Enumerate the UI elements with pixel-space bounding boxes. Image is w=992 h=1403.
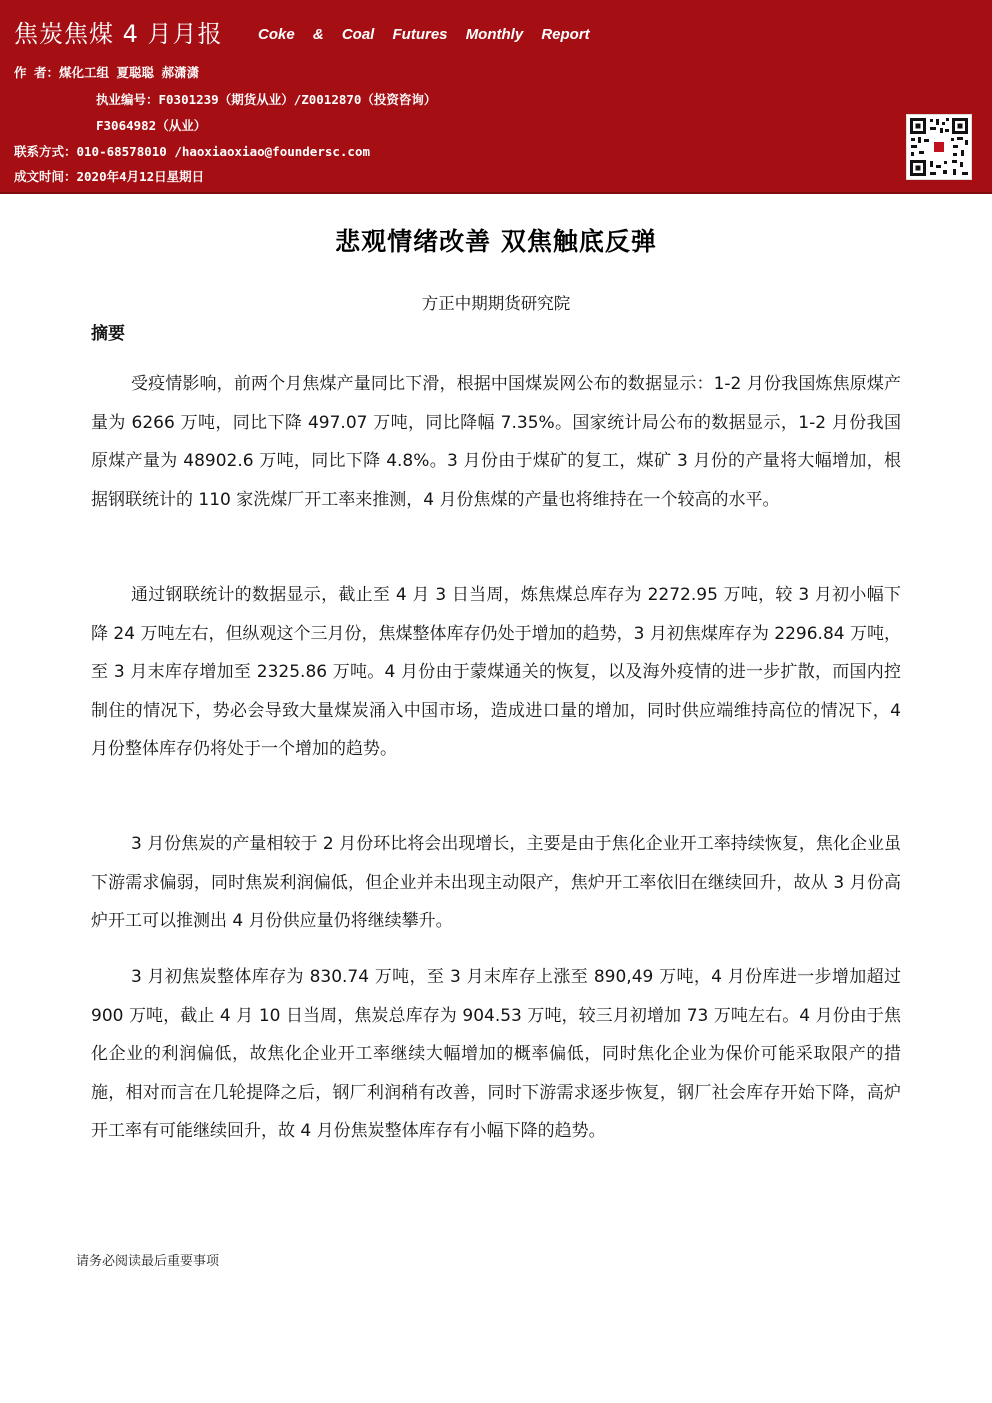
- qr-code-icon: [906, 114, 972, 180]
- organization: 方正中期期货研究院: [421, 294, 571, 313]
- paragraph-1: 受疫情影响，前两个月焦煤产量同比下滑，根据中国煤炭网公布的数据显示：1-2 月份我国炼焦原煤产量为 6266 万吨，同比下降 497.07 万吨，同比降幅 7.35%。国家统计局公布的数据显示，1-2 月份我国原煤产量为 48902.6 万吨，同比下降 4.8%。3 月份由于煤矿的复工，煤矿 3 月份的产量将大幅增加，根据钢联统计的 110 家洗煤厂开工率来推测，4 月份焦煤的产量也将维持在一个较高的水平。: [91, 374, 901, 510]
- report-title-en: Coke & Coal Futures Monthly Report: [258, 26, 590, 43]
- paragraph-2: 通过钢联统计的数据显示，截止至 4 月 3 日当周，炼焦煤总库存为 2272.95 万吨，较 3 月初小幅下降 24 万吨左右，但纵观这个三月份，焦煤整体库存仍处于增加的趋势，3 月初焦煤库存为 2296.84 万吨，至 3 月末库存增加至 2325.86 万吨。4 月份由于蒙煤通关的恢复，以及海外疫情的进一步扩散，而国内控制住的情况下，势必会导致大量煤炭涌入中国市场，造成进口量的增加，同时供应端维持高位的情况下，4 月份整体库存仍将处于一个增加的趋势。: [91, 585, 901, 759]
- paragraph-4: 3 月初焦炭整体库存为 830.74 万吨，至 3 月末库存上涨至 890,49 万吨，4 月份库进一步增加超过 900 万吨，截止 4 月 10 日当周，焦炭总库存为 904.53 万吨，较三月初增加 73 万吨左右。4 月份由于焦化企业的利润偏低，故焦化企业开工率继续大幅增加的概率偏低，同时焦化企业为保价可能采取限产的措施，相对而言在几轮提降之后，钢厂利润稍有改善，同时下游需求逐步恢复，钢厂社会库存开始下降，高炉开工率有可能继续回升，故 4 月份焦炭整体库存有小幅下降的趋势。: [91, 967, 901, 1141]
- license-line-2: F3064982（从业）: [96, 118, 207, 133]
- contact-line: 联系方式：010-68578010 /haoxiaoxiao@foundersc.com: [14, 144, 370, 159]
- author-line: 作 者：煤化工组 夏聪聪 郝潇潇: [14, 65, 200, 80]
- date-line: 成文时间：2020年4月12日星期日: [14, 169, 205, 184]
- header-banner: [0, 0, 992, 194]
- abstract-heading: 摘要: [91, 324, 125, 344]
- license-line-1: 执业编号：F0301239（期货从业）/Z0012870（投资咨询）: [96, 92, 437, 107]
- report-title-cn: 焦炭焦煤 4 月月报: [14, 20, 223, 48]
- footer-disclaimer-note: 请务必阅读最后重要事项: [76, 1254, 220, 1269]
- paragraph-3: 3 月份焦炭的产量相较于 2 月份环比将会出现增长，主要是由于焦化企业开工率持续恢复，焦化企业虽下游需求偏弱，同时焦炭利润偏低，但企业并未出现主动限产，焦炉开工率依旧在继续回升，故从 3 月份高炉开工可以推测出 4 月份供应量仍将继续攀升。: [91, 834, 901, 931]
- document-title: 悲观情绪改善 双焦触底反弹: [335, 227, 657, 256]
